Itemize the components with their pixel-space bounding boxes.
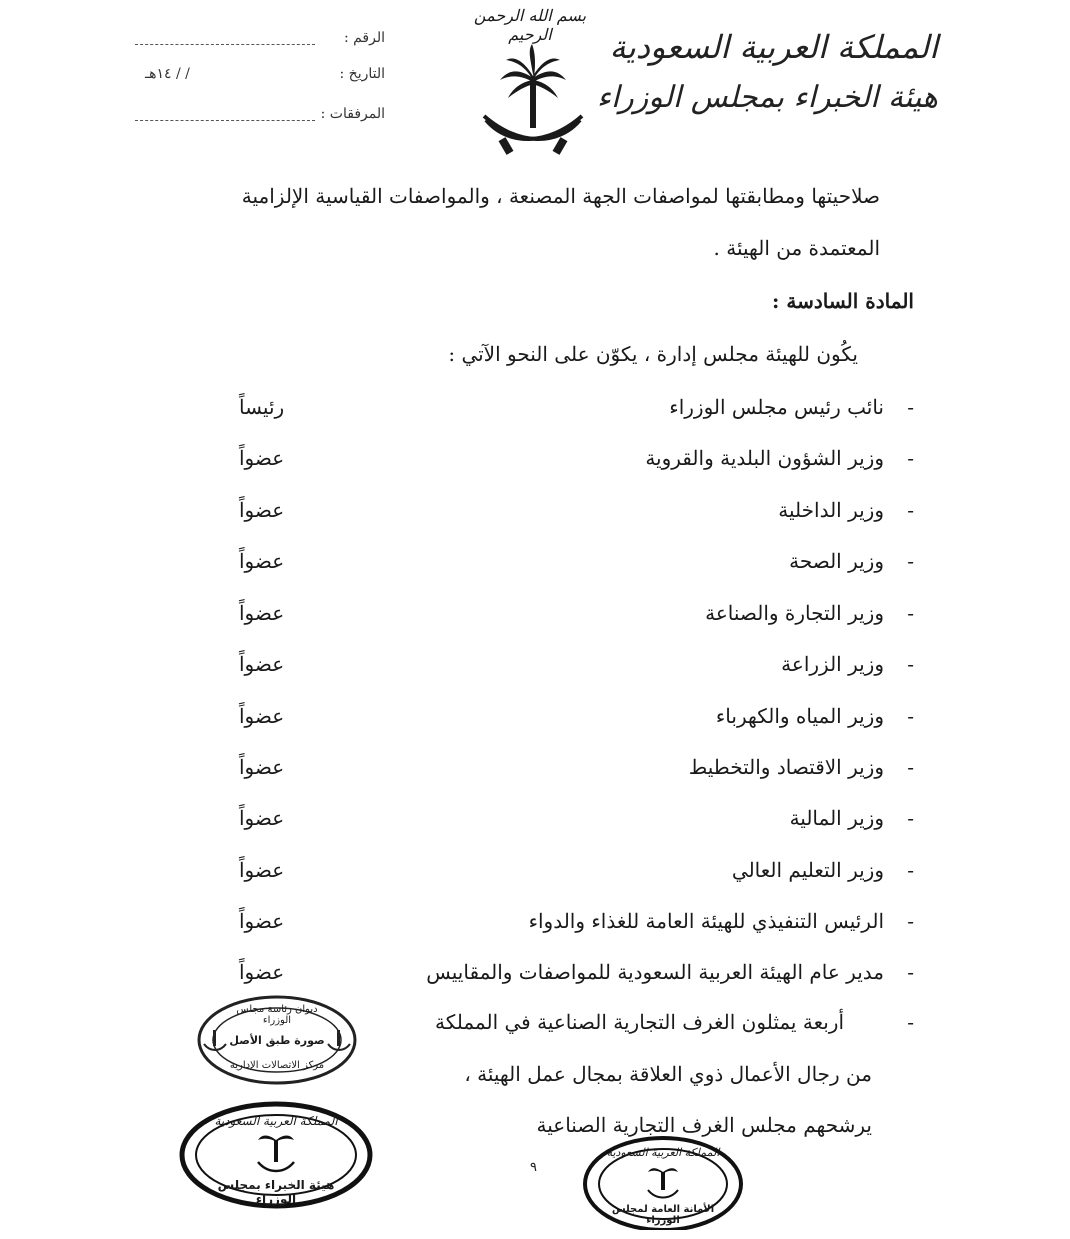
member-role: عضواً [239,446,285,470]
org-title-line2: هيئة الخبراء بمجلس الوزراء [596,80,938,115]
org-title-line1: المملكة العربية السعودية [609,28,938,66]
list-item: - وزير الصحة عضواً [239,549,914,573]
member-role: عضواً [239,960,285,984]
list-item: - وزير التجارة والصناعة عضواً [239,601,914,625]
member-name: وزير التعليم العالي [731,858,884,882]
list-item: - مدير عام الهيئة العربية السعودية للمواصفات والمقاييس عضواً [239,960,914,984]
stamp2-top-text: المملكة العربية السعودية [214,1114,338,1128]
list-item: - أربعة يمثلون الغرف التجارية الصناعية في المملكة [434,1010,914,1034]
list-item: - وزير الاقتصاد والتخطيط عضواً [239,755,914,779]
member-role: عضواً [239,755,285,779]
member-name: الرئيس التنفيذي للهيئة العامة للغذاء والدواء [528,909,884,933]
number-field [135,30,385,54]
stamp1-top-text: ديوان رئاسة مجلس الوزراء [236,1004,318,1026]
member-role: رئيساً [239,395,285,419]
article-intro: يكُون للهيئة مجلس إدارة ، يكوّن على النحو الآتي : [448,342,858,366]
page-number: ٩ [530,1160,537,1175]
list-item: - وزير المياه والكهرباء عضواً [239,704,914,728]
basmala: بسم الله الرحمن الرحيم [473,6,587,44]
member-role: عضواً [239,652,285,676]
member-name: مدير عام الهيئة العربية السعودية للمواصفات والمقاييس [426,960,884,984]
list-item: - وزير المالية عضواً [239,806,914,830]
member-name: وزير الزراعة [781,652,884,676]
stamp3-bottom-text: الأمانة العامة لمجلس الوزراء [611,1204,715,1226]
stamp-general-secretariat [582,1130,744,1230]
article-heading: المادة السادسة : [772,289,914,313]
member-role: عضواً [239,601,285,625]
stamp-experts-commission [178,1100,374,1210]
stamp1-mid-text: صورة طبق الأصل [229,1034,325,1047]
member-name: نائب رئيس مجلس الوزراء [669,395,884,419]
list-item: - وزير الزراعة عضواً [239,652,914,676]
member-name: وزير المياه والكهرباء [715,704,884,728]
list-item: - الرئيس التنفيذي للهيئة العامة للغذاء والدواء عضواً [239,909,914,933]
member-name: وزير الاقتصاد والتخطيط [688,755,884,779]
last-item-line-2: من رجال الأعمال ذوي العلاقة بمجال عمل الهيئة ، [464,1062,872,1086]
attachments-field [135,106,385,130]
member-role: عضواً [239,909,285,933]
date-field [135,66,385,90]
stamp3-top-text: المملكة العربية السعودية [606,1146,720,1159]
member-role: عضواً [239,498,285,522]
member-name: أربعة يمثلون الغرف التجارية الصناعية في المملكة [434,1010,844,1034]
date-value: / / ١٤هـ [145,66,190,82]
member-role: عضواً [239,806,285,830]
member-role: عضواً [239,549,285,573]
stamp2-bottom-text: هيئة الخبراء بمجلس الوزراء [217,1178,335,1206]
last-item-line-3: يرشحهم مجلس الغرف التجارية الصناعية [536,1113,872,1137]
saudi-emblem-icon [478,38,588,163]
number-label: الرقم : [343,30,385,46]
stamp1-bottom-text: مركز الاتصالات الإدارية [229,1060,325,1071]
member-name: وزير الصحة [789,549,884,573]
paragraph-line-1: صلاحيتها ومطابقتها لمواصفات الجهة المصنعة ، والمواصفات القياسية الإلزامية [241,184,880,208]
attachments-label: المرفقات : [320,106,385,122]
list-item: - نائب رئيس مجلس الوزراء رئيساً [239,395,914,419]
paragraph-line-2: المعتمدة من الهيئة . [713,236,880,260]
stamp-copy-certified [196,994,358,1086]
number-line [135,44,315,45]
date-label: التاريخ : [339,66,385,82]
member-name: وزير التجارة والصناعة [705,601,884,625]
list-item: - وزير التعليم العالي عضواً [239,858,914,882]
list-item: - وزير الداخلية عضواً [239,498,914,522]
attachments-line [135,120,315,121]
list-item: - وزير الشؤون البلدية والقروية عضواً [239,446,914,470]
member-name: وزير الشؤون البلدية والقروية [645,446,884,470]
member-role: عضواً [239,704,285,728]
member-name: وزير الداخلية [778,498,884,522]
member-role: عضواً [239,858,285,882]
member-name: وزير المالية [789,806,884,830]
